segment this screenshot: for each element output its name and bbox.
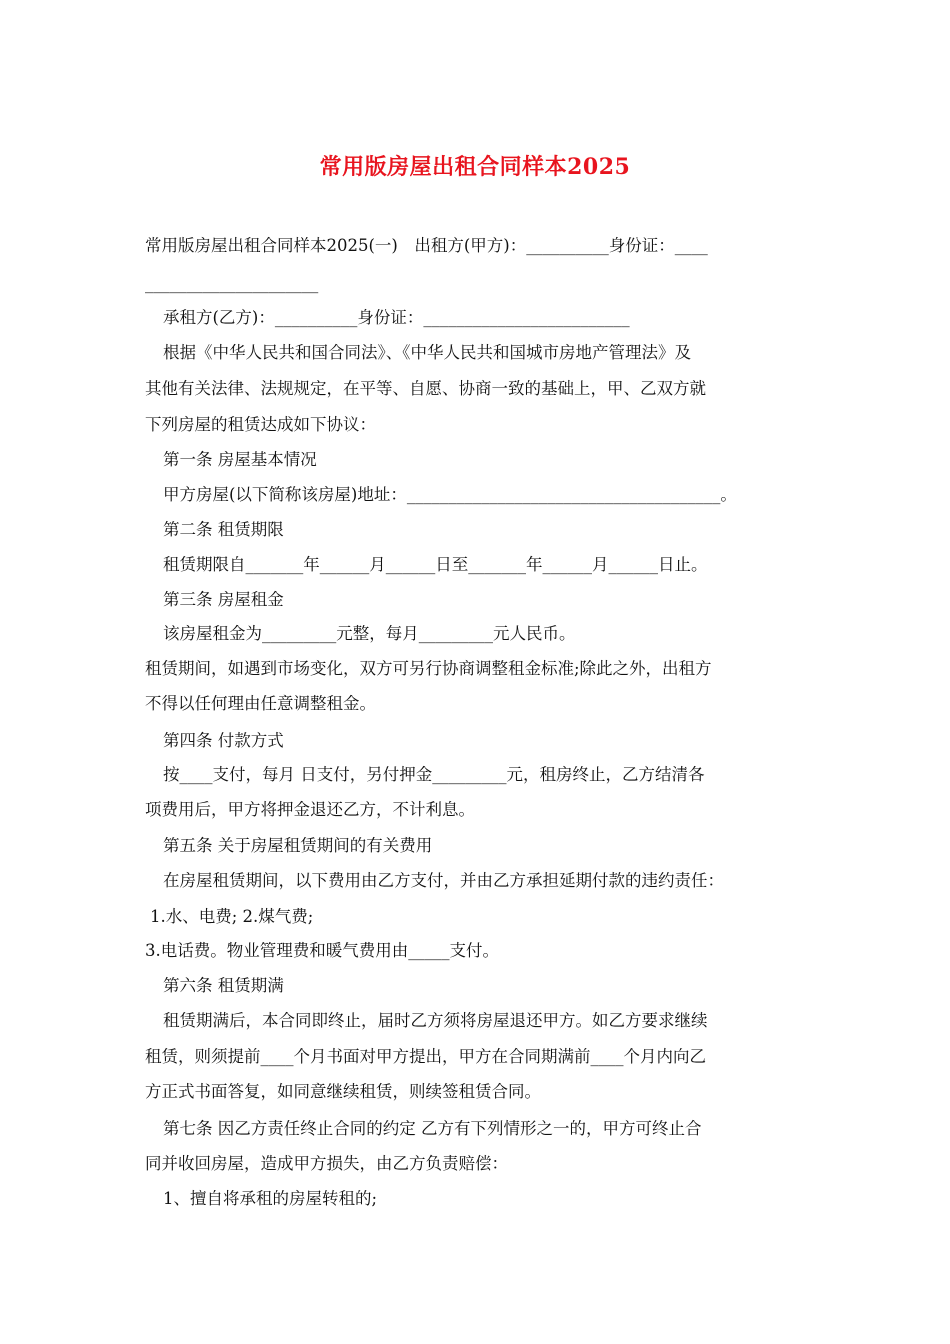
section-heading: 第二条 租赁期限 [163,520,284,539]
paragraph-line: 常用版房屋出租合同样本2025(一) 出租方(甲方)：__________身份证：____ [145,236,708,255]
paragraph-line: 租赁期满后，本合同即终止，届时乙方须将房屋退还甲方。如乙方要求继续 [163,1011,708,1030]
paragraph-line: 1.水、电费; 2.煤气费; [150,907,314,926]
paragraph-line: 不得以任何理由任意调整租金。 [145,694,376,713]
paragraph-line: 租赁，则须提前____个月书面对甲方提出，甲方在合同期满前____个月内向乙 [145,1047,706,1066]
paragraph-line: 其他有关法律、法规规定，在平等、自愿、协商一致的基础上，甲、乙双方就 [145,379,706,398]
section-heading: 第五条 关于房屋租赁期间的有关费用 [163,836,433,855]
paragraph-line: 项费用后，甲方将押金退还乙方，不计利息。 [145,800,475,819]
paragraph-line: 3.电话费。物业管理费和暖气费用由_____支付。 [145,941,499,960]
paragraph-line: 按____支付，每月 日支付，另付押金_________元，租房终止，乙方结清各 [163,765,705,784]
paragraph-line: 在房屋租赁期间，以下费用由乙方支付，并由乙方承担延期付款的违约责任： [163,871,724,890]
paragraph-line: 承租方(乙方)：__________身份证：_________________________ [163,308,630,327]
paragraph-line: 下列房屋的租赁达成如下协议： [145,415,376,434]
paragraph-line: 租赁期限自_______年______月______日至_______年______月______日止。 [163,555,708,574]
section-heading: 第四条 付款方式 [163,731,284,750]
paragraph-line: 甲方房屋(以下简称该房屋)地址：______________________________________。 [163,485,737,504]
paragraph-line: 该房屋租金为_________元整，每月_________元人民币。 [163,624,576,643]
paragraph-line: _____________________ [145,274,319,293]
paragraph-line: 1、擅自将承租的房屋转租的; [163,1189,378,1208]
paragraph-line: 同并收回房屋，造成甲方损失，由乙方负责赔偿： [145,1154,508,1173]
section-heading: 第六条 租赁期满 [163,976,284,995]
paragraph-line: 第七条 因乙方责任终止合同的约定 乙方有下列情形之一的，甲方可终止合 [163,1119,702,1138]
paragraph-line: 根据《中华人民共和国合同法》、《中华人民共和国城市房地产管理法》及 [163,343,691,362]
paragraph-line: 租赁期间，如遇到市场变化，双方可另行协商调整租金标准;除此之外，出租方 [145,659,712,678]
section-heading: 第一条 房屋基本情况 [163,450,317,469]
document-title: 常用版房屋出租合同样本2025 [319,154,631,180]
paragraph-line: 方正式书面答复，如同意继续租赁，则续签租赁合同。 [145,1082,541,1101]
section-heading: 第三条 房屋租金 [163,590,284,609]
